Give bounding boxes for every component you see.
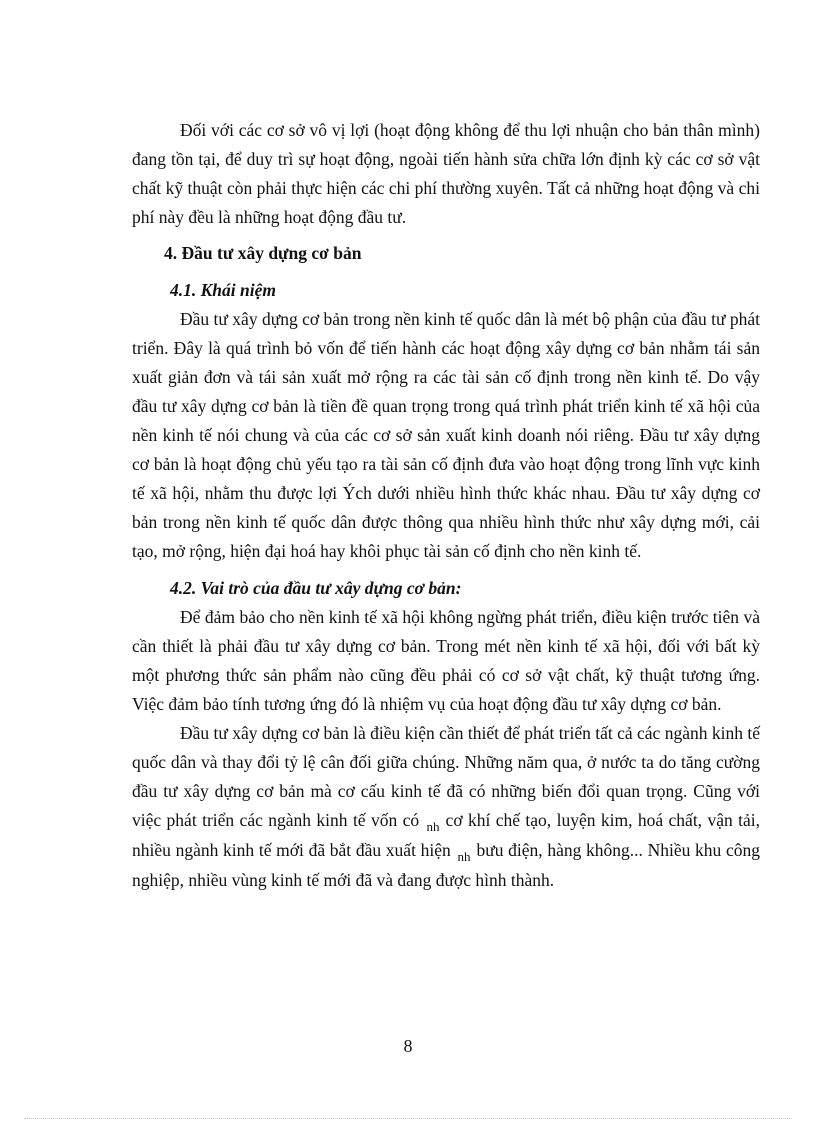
paragraph-nonprofit: Đối với các cơ sở vô vị lợi (hoạt động không để thu lợi nhuận cho bản thân mình) đang tồn tại, để duy trì sự hoạt động, ngoài tiến hành sửa chữa lớn định kỳ các cơ sở vật chất kỹ thuật còn phải thực hiện các chi phí thường xuyên. Tất cả những hoạt động và chi phí này đều là những hoạt động đầu tư. (132, 120, 760, 227)
section-heading-4: 4. Đầu tư xây dựng cơ bản (164, 243, 362, 263)
paragraph-concept: Đầu tư xây dựng cơ bản trong nền kinh tế quốc dân là mét bộ phận của đầu tư phát triển. Đây là quá trình bỏ vốn để tiến hành các hoạt động xây dựng cơ bản nhằm tái sản xuất giản đơn và tái sản xuất mở rộng ra các tài sản cố định trong nền kinh tế. Do vậy đầu tư xây dựng cơ bản là tiền đề quan trọng trong quá trình phát triển kinh tế xã hội của nền kinh tế nói chung và của các cơ sở sản xuất kinh doanh nói riêng. Đầu tư xây dựng cơ bản là hoạt động chủ yếu tạo ra tài sản cố định đưa vào hoạt động trong lĩnh vực kinh tế xã hội, nhằm thu được lợi Ých dưới nhiều hình thức khác nhau. Đầu tư xây dựng cơ bản trong nền kinh tế quốc dân được thông qua nhiều hình thức như xây dựng mới, cải tạo, mở rộng, hiện đại hoá hay khôi phục tài sản cố định cho nền kinh tế. (132, 309, 760, 561)
paragraph-structure-text-3: bưu điện, hàng không... Nhiều khu công nghiệp, nhiều vùng kinh tế mới đã và đang được hình thành. (132, 840, 761, 890)
paragraph-structure (132, 719, 760, 895)
subheading-4-1: 4.1. Khái niệm (170, 280, 276, 300)
document-body (132, 116, 760, 895)
page-number: 8 (403, 1036, 413, 1056)
subheading-4-2: 4.2. Vai trò của đầu tư xây dựng cơ bản: (170, 578, 462, 598)
subscript-fragment-1: nh (426, 819, 440, 834)
paragraph-role: Để đảm bảo cho nền kinh tế xã hội không ngừng phát triển, điều kiện trước tiên và cần thiết là phải đầu tư xây dựng cơ bản. Trong mét nền kinh tế xã hội, đối với bất kỳ một phương thức sản phẩm nào cũng đều phải có cơ sở vật chất, kỹ thuật tương ứng. Việc đảm bảo tính tương ứng đó là nhiệm vụ của hoạt động đầu tư xây dựng cơ bản. (132, 607, 760, 714)
paragraph-structure-text-1: Đầu tư xây dựng cơ bản là điều kiện cần thiết để phát triển tất cả các ngành kinh tế quốc dân và thay đổi tỷ lệ cân đối giữa chúng. Những năm qua, ở nước ta do tăng cường đầu tư xây dựng cơ bản mà cơ cấu kinh tế đã có những biến đổi quan trọng. Cũng với việc phát triển các ngành kinh tế vốn có (132, 723, 760, 830)
subscript-fragment-2: nh (457, 849, 471, 864)
paragraph-structure-text-2: cơ khí chế tạo, luyện kim, hoá chất, vận tải, nhiều ngành kinh tế mới đã bắt đầu xuất hiện (132, 810, 760, 860)
page-bottom-divider (24, 1118, 792, 1119)
